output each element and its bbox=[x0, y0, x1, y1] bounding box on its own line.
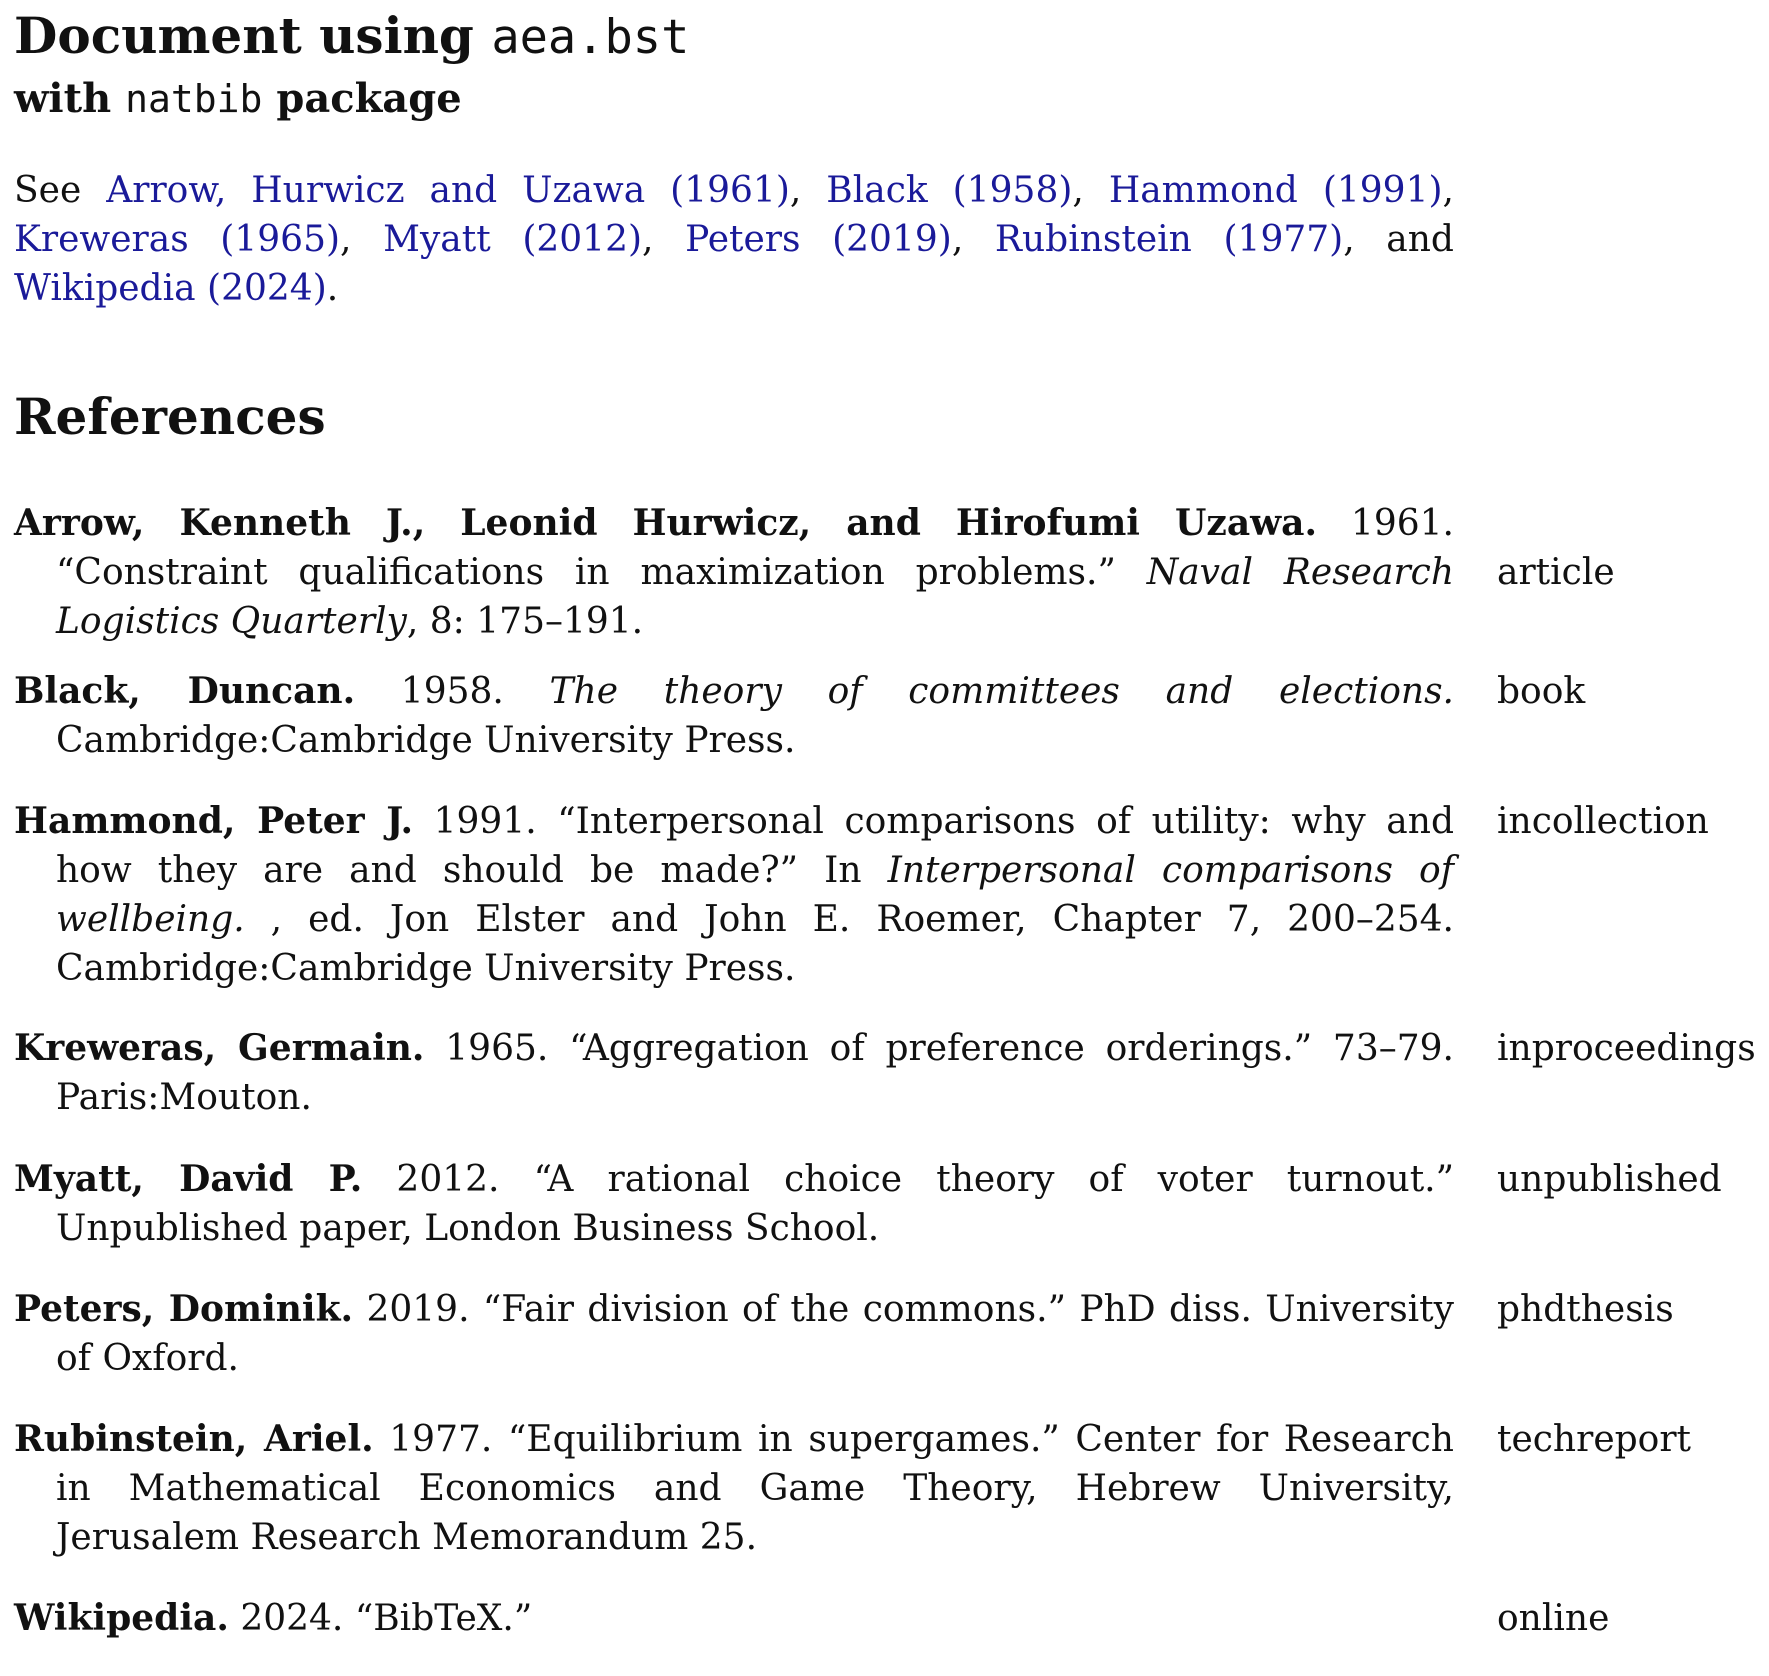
reference-text: Arrow, Kenneth J., Leonid Hurwicz, and Hirofumi Uzawa. 1961. “Constraint qualifications in maximization problems.” Naval Research Logistics Quarterly, 8: 175–191. bbox=[14, 502, 1454, 642]
reference-text: Rubinstein, Ariel. 1977. “Equilibrium in supergames.” Center for Research in Mathematical Economics and Game Theory, Hebrew University, Jerusalem Research Memorandum 25. bbox=[14, 1418, 1454, 1558]
reference-entry-kreweras bbox=[14, 1024, 1454, 1122]
reference-entry-wikipedia bbox=[14, 1594, 1454, 1643]
citation-link-kreweras[interactable]: Kreweras (1965) bbox=[14, 219, 341, 260]
reference-entry-peters bbox=[14, 1285, 1454, 1383]
reference-type-article: article bbox=[1497, 552, 1615, 593]
reference-entry-rubinstein bbox=[14, 1415, 1454, 1562]
reference-author: Myatt, David P. bbox=[14, 1158, 363, 1200]
citation-link-peters[interactable]: Peters (2019) bbox=[685, 219, 952, 260]
subtitle-prefix: with bbox=[14, 75, 112, 122]
reference-author: Arrow, Kenneth J., Leonid Hurwicz, and Hirofumi Uzawa. bbox=[14, 502, 1318, 544]
reference-author: Black, Duncan. bbox=[14, 670, 356, 712]
reference-entry-black bbox=[14, 667, 1454, 765]
title-line-1 bbox=[14, 4, 1514, 70]
reference-type-unpublished: unpublished bbox=[1497, 1159, 1722, 1200]
intro-paragraph: See Arrow, Hurwicz and Uzawa (1961), Black (1958), Hammond (1991), Kreweras (1965), Myatt (2012), Peters (2019), Rubinstein (1977), and Wikipedia (2024). bbox=[14, 170, 1454, 309]
intro-see: See bbox=[14, 170, 82, 211]
citation-link-black[interactable]: Black (1958) bbox=[826, 170, 1073, 211]
citation-link-hammond[interactable]: Hammond (1991) bbox=[1108, 170, 1443, 211]
reference-author: Wikipedia. bbox=[14, 1597, 229, 1639]
reference-type-techreport: techreport bbox=[1497, 1419, 1692, 1460]
title-code: aea.bst bbox=[491, 10, 690, 65]
subtitle-suffix: package bbox=[276, 75, 462, 122]
title-line-2 bbox=[14, 70, 1514, 128]
reference-type-inproceedings: inproceedings bbox=[1497, 1028, 1756, 1069]
document-title bbox=[14, 4, 1514, 128]
reference-author: Rubinstein, Ariel. bbox=[14, 1418, 374, 1460]
reference-entry-arrow bbox=[14, 499, 1454, 646]
reference-author: Kreweras, Germain. bbox=[14, 1027, 425, 1069]
reference-text: Hammond, Peter J. 1991. “Interpersonal comparisons of utility: why and how they are and should be made?” In Interpersonal comparisons of wellbeing. , ed. Jon Elster and John E. Roemer, Chapter 7, 200–254. Cambridge:Cambridge University Press. bbox=[14, 800, 1454, 989]
references-heading: References bbox=[14, 387, 326, 446]
subtitle-code: natbib bbox=[125, 77, 263, 121]
citation-link-rubinstein[interactable]: Rubinstein (1977) bbox=[994, 219, 1344, 260]
reference-type-book: book bbox=[1497, 671, 1586, 712]
reference-text: Wikipedia. 2024. “BibTeX.” bbox=[14, 1597, 533, 1639]
citation-link-wikipedia[interactable]: Wikipedia (2024) bbox=[14, 268, 327, 309]
intro-and: and bbox=[1386, 219, 1454, 260]
reference-text: Kreweras, Germain. 1965. “Aggregation of preference orderings.” 73–79. Paris:Mouton. bbox=[14, 1027, 1454, 1118]
reference-author: Peters, Dominik. bbox=[14, 1288, 354, 1330]
reference-entry-myatt bbox=[14, 1155, 1454, 1253]
reference-entry-hammond bbox=[14, 797, 1454, 993]
reference-author: Hammond, Peter J. bbox=[14, 800, 414, 842]
citation-link-myatt[interactable]: Myatt (2012) bbox=[383, 219, 643, 260]
reference-type-incollection: incollection bbox=[1497, 801, 1709, 842]
reference-type-online: online bbox=[1497, 1598, 1610, 1639]
title-prefix: Document using bbox=[14, 6, 474, 65]
reference-text: Black, Duncan. 1958. The theory of committees and elections. Cambridge:Cambridge University Press. bbox=[14, 670, 1454, 761]
reference-text: Peters, Dominik. 2019. “Fair division of the commons.” PhD diss. University of Oxford. bbox=[14, 1288, 1454, 1379]
reference-type-phdthesis: phdthesis bbox=[1497, 1289, 1674, 1330]
reference-text: Myatt, David P. 2012. “A rational choice theory of voter turnout.” Unpublished paper, London Business School. bbox=[14, 1158, 1455, 1249]
citation-link-arrow[interactable]: Arrow, Hurwicz and Uzawa (1961) bbox=[106, 170, 790, 211]
